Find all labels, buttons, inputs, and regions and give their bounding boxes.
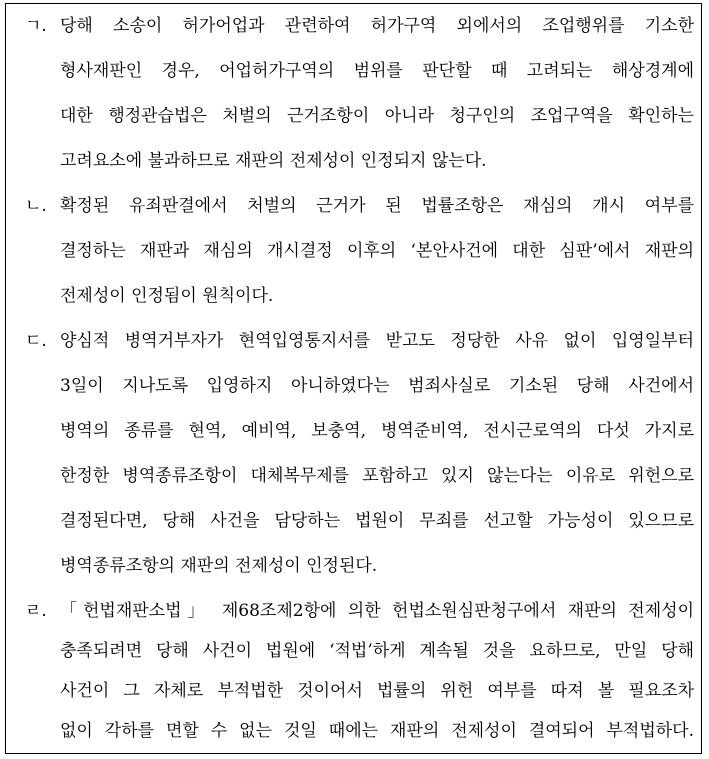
statements-box	[5, 3, 702, 754]
statement-line: 3일이 지나도록 입영하지 아니하였다는 범죄사실로 기소된 당해 사건에서	[60, 376, 694, 396]
statement-line: 한정한 병역종류조항이 대체복무제를 포함하고 있지 않는다는 이유로 위헌으로	[60, 466, 694, 486]
statement-line: 확정된 유죄판결에서 처벌의 근거가 된 법률조항은 재심의 개시 여부를	[60, 196, 694, 216]
statement-line: 결정하는 재판과 재심의 개시결정 이후의 ‘본안사건에 대한 심판’에서 재판의	[60, 241, 694, 261]
statement-line: 형사재판인 경우, 어업허가구역의 범위를 판단할 때 고려되는 해상경계에	[60, 61, 694, 81]
statement-marker: ㄱ.	[25, 16, 47, 36]
statement-line: 결정된다면, 당해 사건을 담당하는 법원이 무죄를 선고할 가능성이 있으므로	[60, 511, 694, 531]
statement-line: 사건이 그 자체로 부적법한 것이어서 법률의 위헌 여부를 따져 볼 필요조차	[60, 681, 694, 701]
statement-line: 고려요소에 불과하므로 재판의 전제성이 인정되지 않는다.	[60, 151, 487, 171]
statement-marker: ㄷ.	[25, 331, 47, 351]
statement-line: 충족되려면 당해 사건이 법원에 ‘적법’하게 계속될 것을 요하므로, 만일 당해	[60, 641, 694, 661]
statement-line: 없이 각하를 면할 수 없는 것일 때에는 재판의 전제성이 결여되어 부적법하다.	[60, 721, 694, 741]
statement-marker: ㄹ.	[25, 601, 47, 621]
statement-line: 대한 행정관습법은 처벌의 근거조항이 아니라 청구인의 조업구역을 확인하는	[60, 106, 694, 126]
statement-line: 「헌법재판소법」 제68조제2항에 의한 헌법소원심판청구에서 재판의 전제성이	[60, 601, 694, 621]
statement-line: 병역종류조항의 재판의 전제성이 인정된다.	[60, 556, 378, 576]
statement-line: 전제성이 인정됨이 원칙이다.	[60, 286, 274, 306]
statement-line: 병역의 종류를 현역, 예비역, 보충역, 병역준비역, 전시근로역의 다섯 가지로	[60, 421, 694, 441]
statement-line: 양심적 병역거부자가 현역입영통지서를 받고도 정당한 사유 없이 입영일부터	[60, 331, 694, 351]
statement-line: 당해 소송이 허가어업과 관련하여 허가구역 외에서의 조업행위를 기소한	[60, 16, 694, 36]
statement-marker: ㄴ.	[25, 196, 47, 216]
